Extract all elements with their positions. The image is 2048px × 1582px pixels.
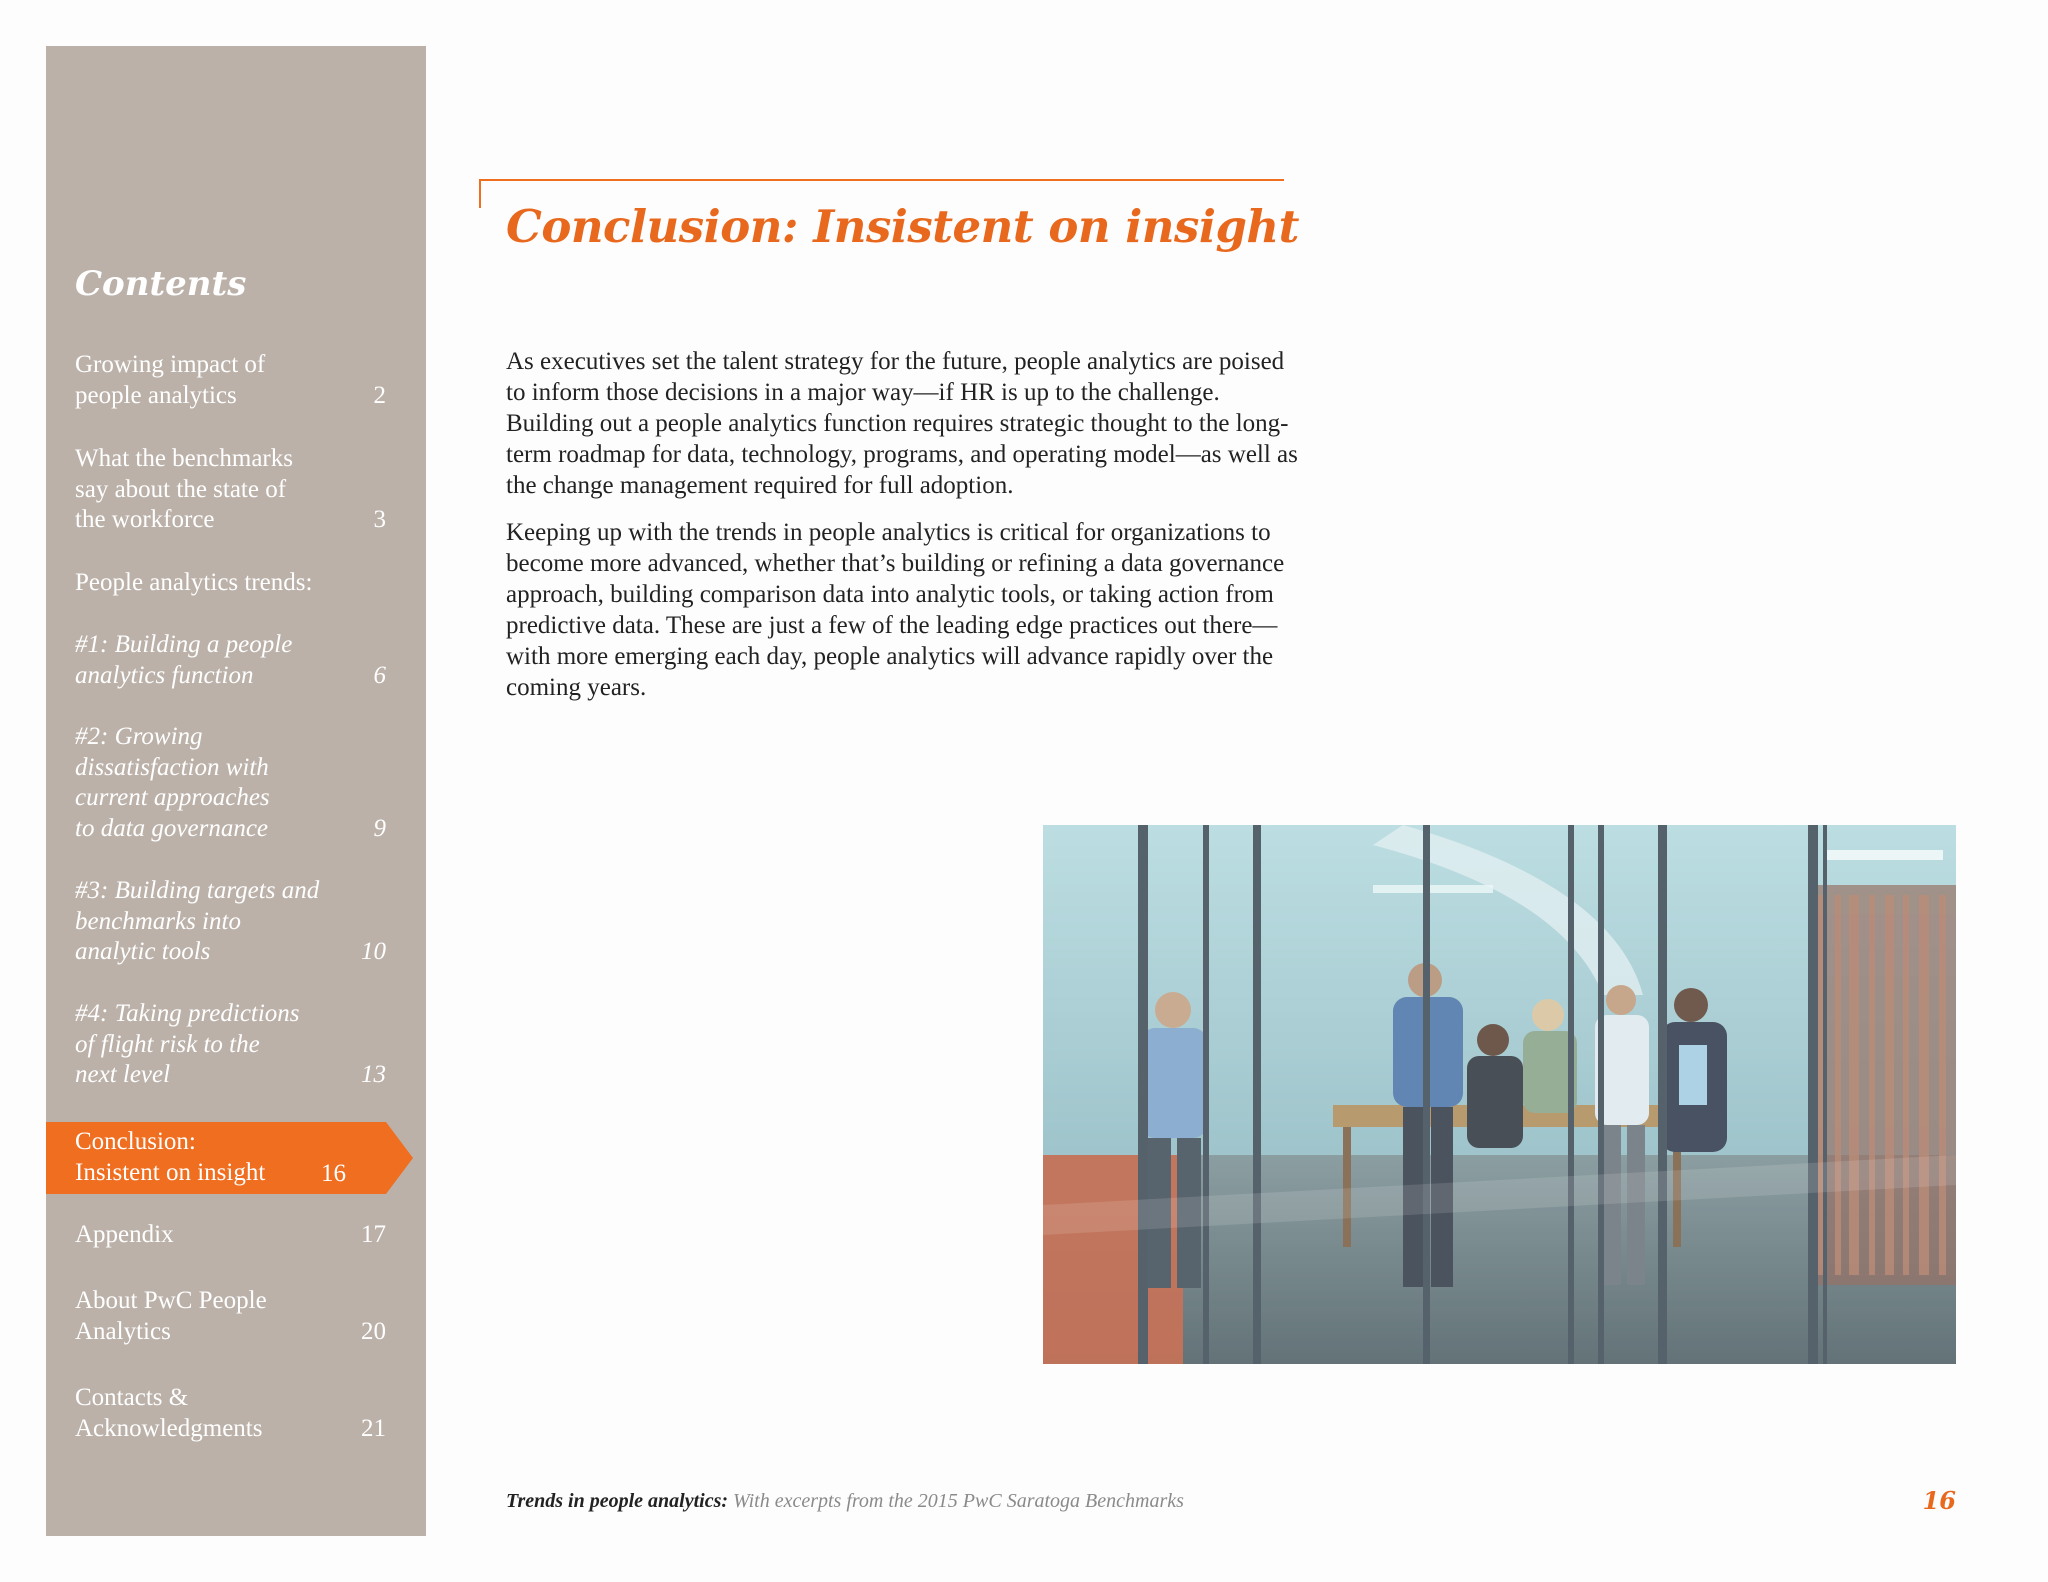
toc-item-label: #4: Taking predictions of flight risk to the next level bbox=[75, 1000, 300, 1088]
toc-item-page: 2 bbox=[373, 381, 386, 409]
toc-item-page: 9 bbox=[373, 814, 386, 842]
office-meeting-photo bbox=[1043, 825, 1956, 1364]
toc-item-label: Growing impact of people analytics bbox=[75, 351, 266, 409]
toc-item-appendix[interactable] bbox=[75, 1220, 386, 1251]
toc-item-page: 17 bbox=[361, 1221, 386, 1248]
paragraph: As executives set the talent strategy for the future, people analytics are poised to inform those decisions in a major way—if HR is up to the challenge. Building out a people analytics function requires strategic thought to the long-term roadmap for data, technology, programs, and operating model—as well as the change management required for full adoption. bbox=[506, 348, 1298, 499]
office-meeting-illustration bbox=[1043, 825, 1956, 1364]
footer-title-bold: Trends in people analytics: bbox=[506, 1490, 729, 1512]
toc-item-label: #1: Building a people analytics function bbox=[75, 631, 293, 689]
page-number: 16 bbox=[1922, 1486, 1956, 1515]
toc-item-page: 16 bbox=[321, 1159, 346, 1187]
paragraph: Keeping up with the trends in people analytics is critical for organizations to become more advanced, whether that’s building or refining a data governance approach, building comparison data into analytic tools, or taking action from predictive data. These are just a few of the leading edge practices out there—with more emerging each day, people analytics will advance rapidly over the coming years. bbox=[506, 519, 1285, 701]
toc-item-page: 6 bbox=[373, 661, 386, 689]
toc-item-label: Contacts & Acknowledgments bbox=[75, 1384, 263, 1442]
toc-item-about[interactable] bbox=[75, 1286, 386, 1347]
toc-item-trend-2[interactable] bbox=[75, 722, 386, 844]
toc-item-conclusion-active[interactable] bbox=[46, 1122, 386, 1194]
footer-title-rest: With excerpts from the 2015 PwC Saratoga Benchmarks bbox=[728, 1490, 1184, 1512]
contents-sidebar bbox=[46, 46, 426, 1536]
toc-item-label: Appendix bbox=[75, 1221, 174, 1248]
toc-item-page: 20 bbox=[361, 1317, 386, 1345]
toc-item-page: 21 bbox=[361, 1414, 386, 1442]
toc-item-label: #3: Building targets and benchmarks into analytic tools bbox=[75, 877, 320, 965]
toc-item-trends-header[interactable] bbox=[75, 568, 386, 599]
toc-item-trend-4[interactable] bbox=[75, 999, 386, 1091]
footer-title bbox=[506, 1490, 1184, 1513]
toc-item-label: #2: Growing dissatisfaction with current approaches to data governance bbox=[75, 723, 270, 842]
toc-item-trend-1[interactable] bbox=[75, 630, 386, 691]
toc-item-trend-3[interactable] bbox=[75, 876, 386, 968]
toc-item-growing-impact[interactable] bbox=[75, 350, 386, 411]
contents-title: Contents bbox=[75, 264, 247, 304]
toc-item-page: 3 bbox=[373, 506, 386, 533]
page-title: Conclusion: Insistent on insight bbox=[506, 200, 1299, 253]
toc-item-page: 13 bbox=[361, 1061, 386, 1088]
toc-item-label: About PwC People Analytics bbox=[75, 1287, 267, 1345]
toc-item-contacts[interactable] bbox=[75, 1383, 386, 1444]
body-text bbox=[506, 346, 1306, 719]
toc-item-page: 10 bbox=[361, 938, 386, 965]
toc-item-label: What the benchmarks say about the state of the workforce bbox=[75, 445, 293, 533]
toc-item-benchmarks[interactable] bbox=[75, 444, 386, 536]
toc-item-label: Conclusion: Insistent on insight bbox=[75, 1128, 266, 1186]
toc-item-label: People analytics trends: bbox=[75, 569, 313, 596]
